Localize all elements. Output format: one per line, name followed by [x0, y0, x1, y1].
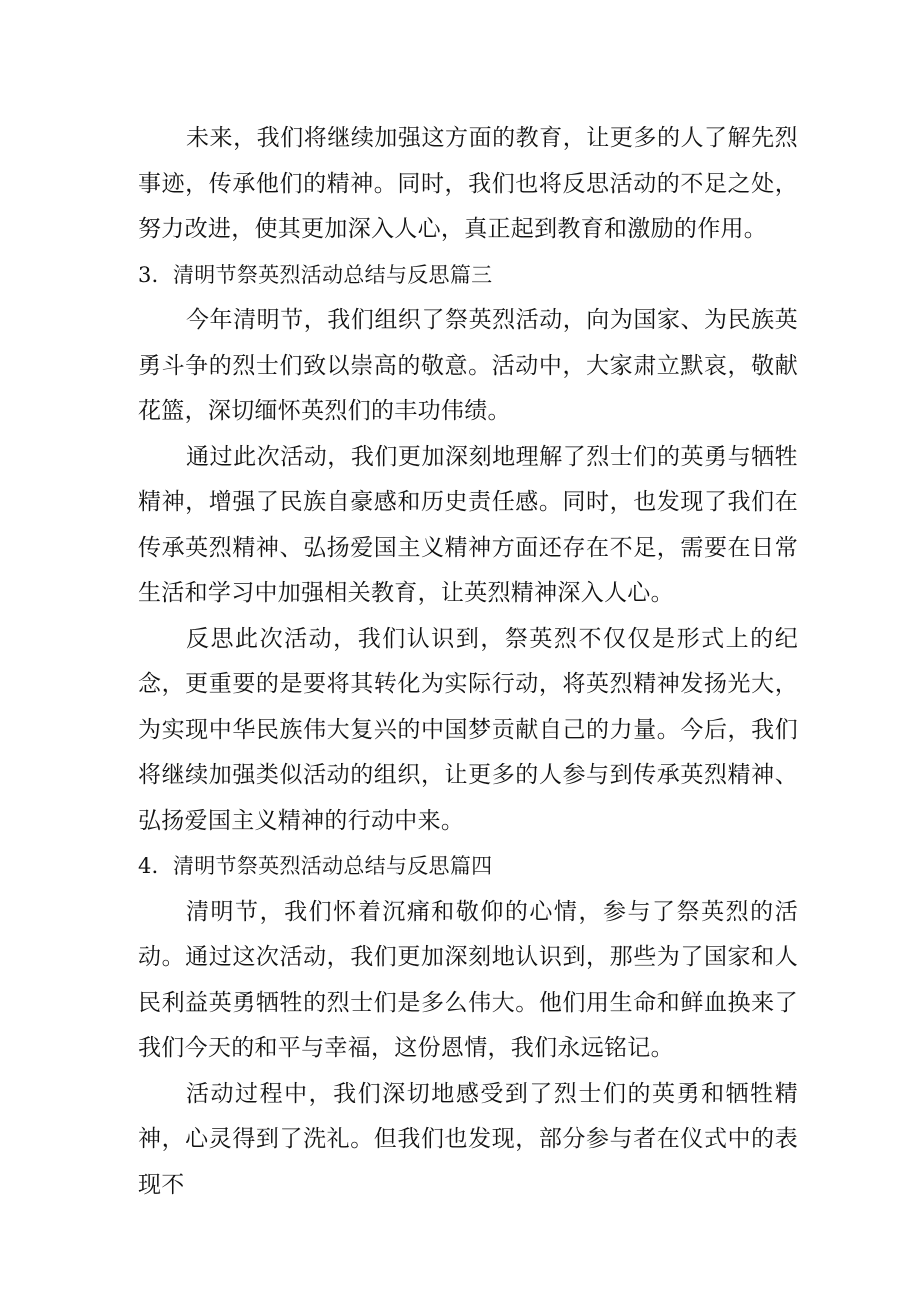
- section-heading-part-four: 4．清明节祭英烈活动总结与反思篇四: [138, 854, 493, 878]
- paragraph-activity-intro: 今年清明节，我们组织了祭英烈活动，向为国家、为民族英勇斗争的烈士们致以崇高的敬意。活动中，大家肃立默哀，敬献花篮，深切缅怀英烈们的丰功伟绩。: [138, 307, 798, 424]
- document-page: [138, 116, 798, 1208]
- section-heading-part-three: 3．清明节祭英烈活动总结与反思篇三: [138, 262, 493, 287]
- paragraph-future-plans: 未来，我们将继续加强这方面的教育，让更多的人了解先烈事迹，传承他们的精神。同时，我们也将反思活动的不足之处，努力改进，使其更加深入人心，真正起到教育和激励的作用。: [138, 125, 798, 242]
- paragraph-reflection: 反思此次活动，我们认识到，祭英烈不仅仅是形式上的纪念，更重要的是要将其转化为实际行动，将英烈精神发扬光大，为实现中华民族伟大复兴的中国梦贡献自己的力量。今后，我们将继续加强类似活动的组织，让更多的人参与到传承英烈精神、弘扬爱国主义精神的行动中来。: [138, 625, 798, 834]
- paragraph-understanding: 通过此次活动，我们更加深刻地理解了烈士们的英勇与牺牲精神，增强了民族自豪感和历史责任感。同时，也发现了我们在传承英烈精神、弘扬爱国主义精神方面还存在不足，需要在日常生活和学习中加强相关教育，让英烈精神深入人心。: [138, 443, 798, 606]
- paragraph-qingming-feelings: 清明节，我们怀着沉痛和敬仰的心情，参与了祭英烈的活动。通过这次活动，我们更加深刻地认识到，那些为了国家和人民利益英勇牺牲的烈士们是多么伟大。他们用生命和鲜血换来了我们今天的和平与幸福，这份恩情，我们永远铭记。: [138, 898, 798, 1061]
- paragraph-activity-process: 活动过程中，我们深切地感受到了烈士们的英勇和牺牲精神，心灵得到了洗礼。但我们也发现，部分参与者在仪式中的表现不: [138, 1080, 798, 1198]
